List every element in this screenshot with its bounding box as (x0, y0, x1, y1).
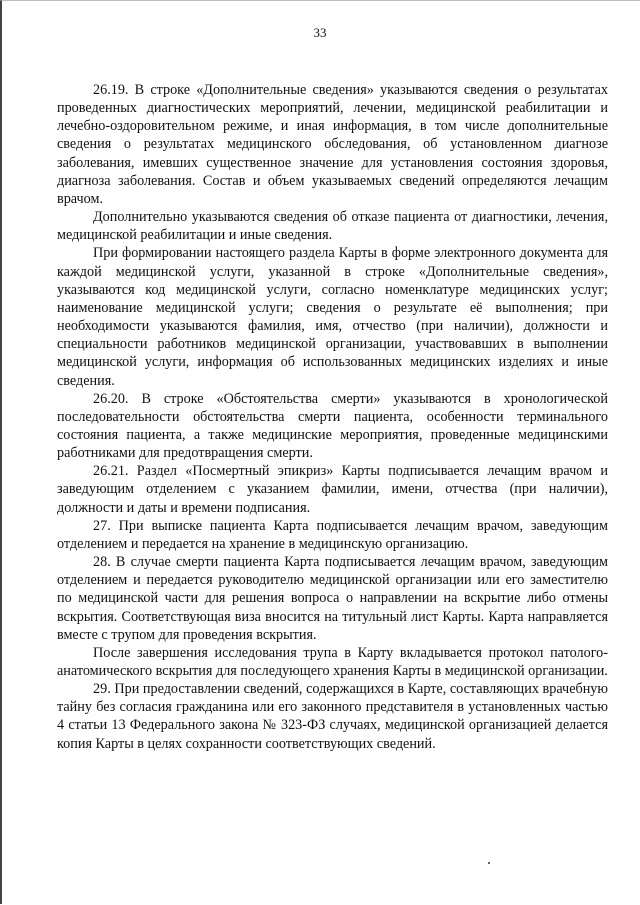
document-body (57, 81, 608, 753)
paragraph-refusal-info: Дополнительно указываются сведения об отказе пациента от диагностики, лечения, медицинской реабилитации и иные сведения. (57, 209, 608, 244)
paragraph-28: 28. В случае смерти пациента Карта подписывается лечащим врачом, заведующим отделением и передается руководителю медицинской организации или его заместителю по медицинской части для решения вопроса о направлении на вскрытие либо отмены вскрытия. Соответствующая виза вносится на титульный лист Карты. Карта направляется вместе с трупом для проведения вскрытия. (57, 554, 608, 643)
paragraph-27: 27. При выписке пациента Карта подписывается лечащим врачом, заведующим отделением и передается на хранение в медицинскую организацию. (57, 517, 608, 552)
paragraph-26-21: 26.21. Раздел «Посмертный эпикриз» Карты подписывается лечащим врачом и заведующим отделением с указанием фамилии, имени, отчества (при наличии), должности и даты и времени подписания. (57, 463, 608, 516)
paragraph-29: 29. При предоставлении сведений, содержащихся в Карте, составляющих врачебную тайну без согласия гражданина или его законного представителя в установленных частью 4 статьи 13 Федерального закона № 323-ФЗ случаях, медицинской организацией делается копия Карты в целях сохранности соответствующих сведений. (57, 681, 608, 752)
paragraph-26-20: 26.20. В строке «Обстоятельства смерти» указываются в хронологической последовательности обстоятельства смерти пациента, особенности терминального состояния пациента, а также медицинские мероприятия, проведенные медицинскими работниками для предотвращения смерти. (57, 390, 608, 462)
paragraph-electronic-form: При формировании настоящего раздела Карты в форме электронного документа для каждой медицинской услуги, указанной в строке «Дополнительные сведения», указываются код медицинской услуги, согласно номенклатуре медицинских услуг; наименование медицинской услуги; сведения о результате её выполнения; при необходимости указываются фамилия, имя, отчество (при наличии), должности и специальности работников медицинской организации, участвовавших в выполнении медицинской услуги, информация об использованных медицинских изделиях и иные сведения. (57, 245, 608, 389)
paragraph-26-19: 26.19. В строке «Дополнительные сведения» указываются сведения о результатах проведенных диагностических мероприятий, лечении, медицинской реабилитации и лечебно-оздоровительном режиме, и иная информация, в том числе дополнительные сведения о результатах медицинского обследования, об установленном диагнозе заболевания, имевших существенное значение для установления состояния здоровья, диагноза заболевания. Состав и объем указываемых сведений определяются лечащим врачом. (57, 82, 608, 207)
scan-speck (488, 862, 490, 864)
page-number: 33 (313, 25, 327, 40)
paragraph-autopsy-protocol: После завершения исследования трупа в Карту вкладывается протокол патолого-анатомического вскрытия для последующего хранения Карты в медицинской организации. (57, 644, 608, 679)
